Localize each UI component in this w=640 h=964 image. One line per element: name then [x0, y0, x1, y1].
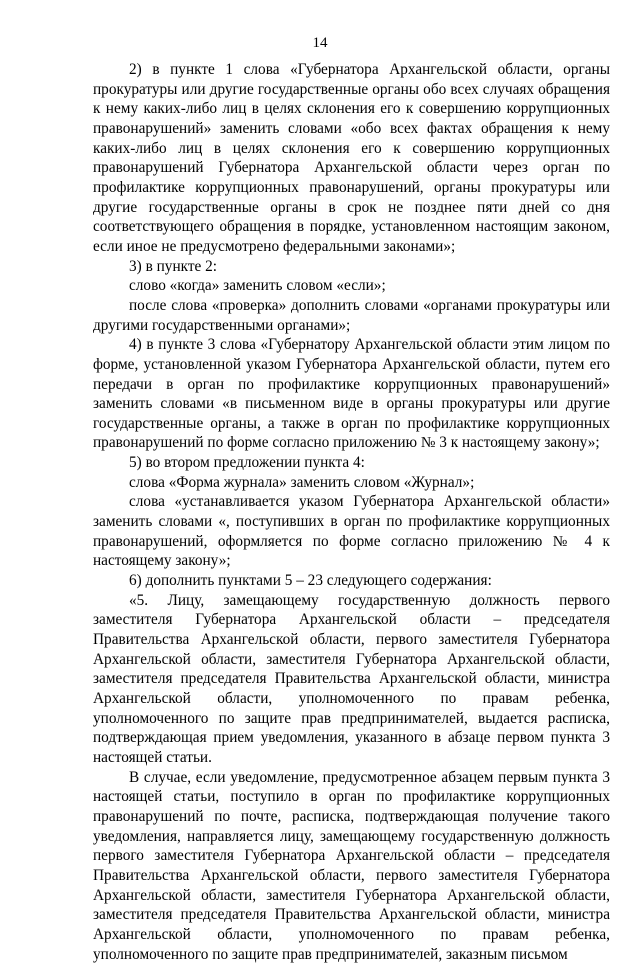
- page-number: 14: [312, 35, 328, 51]
- paragraph-item-6: 6) дополнить пунктами 5 – 23 следующего содержания:: [129, 572, 492, 590]
- paragraph-after-proverka: после слова «проверка» дополнить словами «органами прокуратуры или другими государственными органами»;: [93, 296, 610, 334]
- document-body: [93, 60, 610, 964]
- paragraph-replace-ustanavlivaetsya: слова «устанавливается указом Губернатора Архангельской области» заменить словами «, поступивших в орган по профилактике коррупционных правонарушений, оформляется по форме согласно приложению № 4 к настоящему закону»;: [93, 493, 610, 570]
- paragraph-item-4: 4) в пункте 3 слова «Губернатору Архангельской области этим лицом по форме, установленной указом Губернатора Архангельской области, путем его передачи в орган по профилактике коррупционных правонарушений» заменить словами «в письменном виде в органы прокуратуры или другие государственные органы, а также в орган по профилактике коррупционных правонарушений по форме согласно приложению № 3 к настоящему закону»;: [93, 336, 610, 452]
- paragraph-item-5: 5) во втором предложении пункта 4:: [129, 454, 365, 472]
- paragraph-point-5: «5. Лицу, замещающему государственную должность первого заместителя Губернатора Архангельской области – председателя Правительства Архангельской области, первого заместителя Губернатора Архангельской области, заместителя Губернатора Архангельской области, заместителя председателя Правительства Архангельской области, министра Архангельской области, уполномоченного по правам ребенка, уполномоченного по защите прав предпринимателей, выдается расписка, подтверждающая прием уведомления, указанного в абзаце первом пункта 3 настоящей статьи.: [93, 591, 610, 766]
- paragraph-item-2: 2) в пункте 1 слова «Губернатора Архангельской области, органы прокуратуры или другие государственные органы обо всех случаях обращения к нему каких-либо лиц в целях склонения его к совершению коррупционных правонарушений» заменить словами «обо всех фактах обращения к нему каких-либо лиц в целях склонения его к совершению коррупционных правонарушений Губернатора Архангельской области через орган по профилактике коррупционных правонарушений, органы прокуратуры или другие государственные органы в срок не позднее пяти дней со дня соответствующего обращения в порядке, установленном настоящим законом, если иное не предусмотрено федеральными законами»;: [93, 61, 610, 255]
- paragraph-replace-kogda: слово «когда» заменить словом «если»;: [129, 277, 386, 295]
- paragraph-replace-forma: слова «Форма журнала» заменить словом «Журнал»;: [129, 473, 475, 491]
- paragraph-mail-case: В случае, если уведомление, предусмотренное абзацем первым пункта 3 настоящей статьи, поступило в орган по профилактике коррупционных правонарушений по почте, расписка, подтверждающая получение такого уведомления, направляется лицу, замещающему государственную должность первого заместителя Губернатора Архангельской области – председателя Правительства Архангельской области, первого заместителя Губернатора Архангельской области, заместителя Губернатора Архангельской области, заместителя председателя Правительства Архангельской области, министра Архангельской области, уполномоченного по правам ребенка, уполномоченного по защите прав предпринимателей, заказным письмом: [93, 768, 610, 963]
- paragraph-item-3: 3) в пункте 2:: [129, 257, 218, 275]
